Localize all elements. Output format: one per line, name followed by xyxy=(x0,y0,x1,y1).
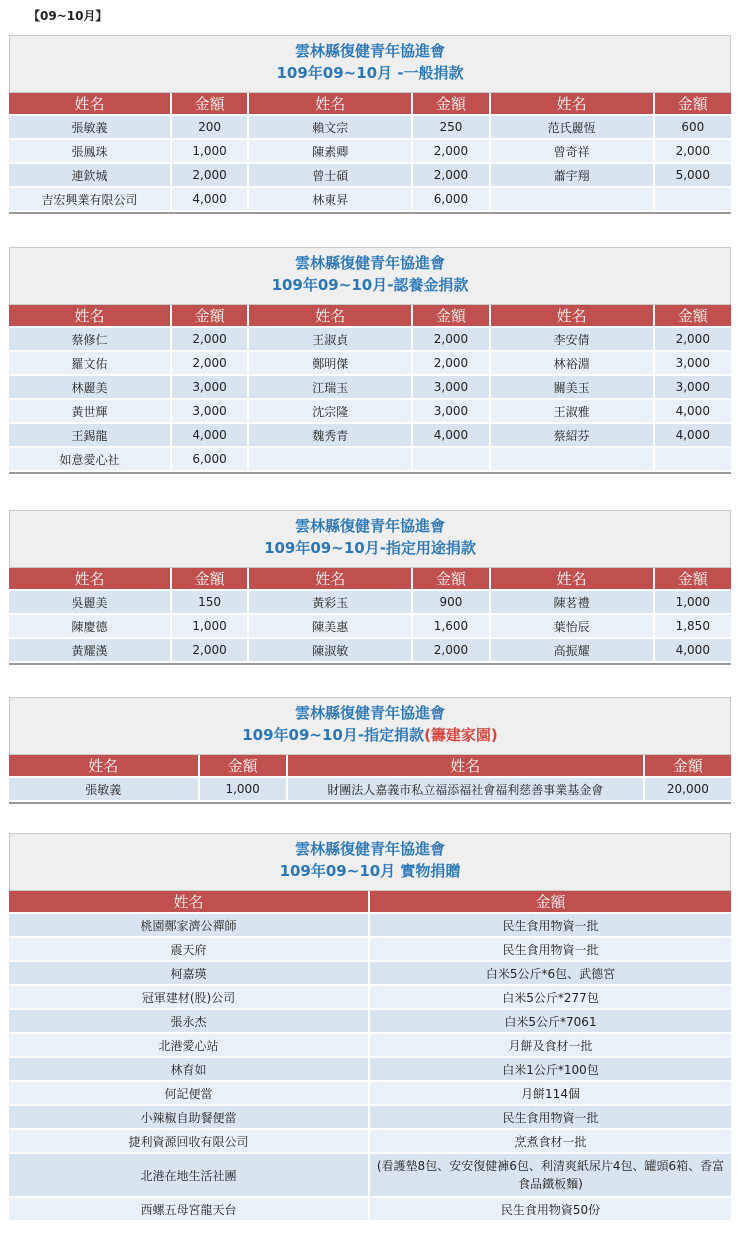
col-amount: 金額 xyxy=(413,305,488,328)
col-amount: 金額 xyxy=(655,93,731,116)
table-cell: 民生食用物資一批 xyxy=(370,1106,731,1130)
table-cell xyxy=(249,448,411,472)
table-cell: 200 xyxy=(172,116,247,140)
col-amount: 金額 xyxy=(200,755,286,778)
table-cell: 桃園鄭家濟公禪師 xyxy=(9,914,368,938)
donation-table xyxy=(7,755,733,802)
table-cell: 曾士碩 xyxy=(249,164,411,188)
table-row xyxy=(9,140,731,164)
table-cell: 賴文宗 xyxy=(249,116,411,140)
section-title xyxy=(9,833,731,891)
donation-table xyxy=(7,305,733,472)
table-cell: 2,000 xyxy=(172,639,247,663)
table-cell: 民生食用物資50份 xyxy=(370,1198,731,1222)
table-cell: 陳美惠 xyxy=(249,615,411,639)
table-cell: 月餅114個 xyxy=(370,1082,731,1106)
col-amount: 金額 xyxy=(172,93,247,116)
table-cell: 250 xyxy=(413,116,488,140)
table-cell: 張敏義 xyxy=(9,116,170,140)
table-cell: 600 xyxy=(655,116,731,140)
table-cell: 4,000 xyxy=(655,400,731,424)
table-cell: 冠軍建材(股)公司 xyxy=(9,986,368,1010)
table-row xyxy=(9,1154,731,1198)
adoption-donation-section xyxy=(9,247,731,474)
table-cell: 財團法人嘉義市私立福添福社會福利慈善事業基金會 xyxy=(288,778,643,802)
table-cell: 4,000 xyxy=(655,639,731,663)
table-cell: 4,000 xyxy=(172,188,247,212)
col-name: 姓名 xyxy=(288,755,643,778)
table-cell: 3,000 xyxy=(655,376,731,400)
table-cell: 林東昇 xyxy=(249,188,411,212)
table-cell: 如意愛心社 xyxy=(9,448,170,472)
table-cell: 2,000 xyxy=(413,352,488,376)
table-cell: 3,000 xyxy=(172,376,247,400)
col-amount: 金額 xyxy=(413,568,488,591)
table-cell: 陳茗禮 xyxy=(491,591,653,615)
section-subtitle xyxy=(10,724,730,746)
table-cell: 2,000 xyxy=(172,328,247,352)
table-cell: 1,850 xyxy=(655,615,731,639)
table-row xyxy=(9,1058,731,1082)
table-cell: 白米5公斤*7061 xyxy=(370,1010,731,1034)
table-row xyxy=(9,400,731,424)
divider xyxy=(9,802,731,804)
table-cell: 150 xyxy=(172,591,247,615)
col-amount: 金額 xyxy=(413,93,488,116)
col-name: 姓名 xyxy=(249,568,411,591)
table-cell: 江瑞玉 xyxy=(249,376,411,400)
period-label: 【09~10月】 xyxy=(28,9,108,23)
table-row xyxy=(9,164,731,188)
section-subtitle: 109年09~10月 -一般捐款 xyxy=(276,64,464,82)
table-cell: 王錫龍 xyxy=(9,424,170,448)
table-row xyxy=(9,914,731,938)
section-title xyxy=(9,697,731,755)
col-amount: 金額 xyxy=(370,891,731,914)
col-amount: 金額 xyxy=(645,755,731,778)
general-donation-section xyxy=(9,35,731,214)
table-cell: 北港在地生活社團 xyxy=(9,1154,368,1198)
table-cell: 白米5公斤*6包、武德宮 xyxy=(370,962,731,986)
table-cell: 西螺五母宮龍天台 xyxy=(9,1198,368,1222)
table-cell: 白米5公斤*277包 xyxy=(370,986,731,1010)
donation-table xyxy=(7,568,733,663)
table-row xyxy=(9,1106,731,1130)
table-cell: 3,000 xyxy=(655,352,731,376)
table-row xyxy=(9,188,731,212)
table-cell: 4,000 xyxy=(655,424,731,448)
table-cell xyxy=(413,448,488,472)
col-name: 姓名 xyxy=(249,305,411,328)
table-cell: 2,000 xyxy=(655,140,731,164)
table-cell: 李安倩 xyxy=(491,328,653,352)
table-cell: 2,000 xyxy=(413,328,488,352)
table-row xyxy=(9,116,731,140)
table-row xyxy=(9,1130,731,1154)
table-cell: 張永杰 xyxy=(9,1010,368,1034)
divider xyxy=(9,663,731,665)
table-cell: 林育如 xyxy=(9,1058,368,1082)
table-cell: 高振耀 xyxy=(491,639,653,663)
col-name: 姓名 xyxy=(9,305,170,328)
table-row xyxy=(9,1082,731,1106)
table-cell: 1,600 xyxy=(413,615,488,639)
table-cell: 陳淑敏 xyxy=(249,639,411,663)
table-row xyxy=(9,591,731,615)
donation-table xyxy=(7,93,733,212)
table-cell: 3,000 xyxy=(413,400,488,424)
table-cell: 震天府 xyxy=(9,938,368,962)
table-cell: 2,000 xyxy=(655,328,731,352)
table-row xyxy=(9,1010,731,1034)
table-cell: 捷利資源回收有限公司 xyxy=(9,1130,368,1154)
table-cell: 2,000 xyxy=(413,140,488,164)
table-cell: 民生食用物資一批 xyxy=(370,938,731,962)
table-cell: 關美玉 xyxy=(491,376,653,400)
divider xyxy=(9,472,731,474)
table-cell: 葉怡辰 xyxy=(491,615,653,639)
table-row xyxy=(9,615,731,639)
donation-table xyxy=(7,891,733,1222)
subtitle-highlight: (籌建家園) xyxy=(424,726,498,744)
table-row xyxy=(9,938,731,962)
org-name: 雲林縣復健青年協進會 xyxy=(294,42,445,60)
table-row xyxy=(9,1034,731,1058)
table-cell xyxy=(491,448,653,472)
section-title xyxy=(9,510,731,568)
table-cell: 2,000 xyxy=(172,164,247,188)
table-cell: 2,000 xyxy=(172,352,247,376)
table-cell: 吳麗美 xyxy=(9,591,170,615)
org-name: 雲林縣復健青年協進會 xyxy=(294,517,445,535)
table-cell: 蔡紹芬 xyxy=(491,424,653,448)
section-title xyxy=(9,35,731,93)
org-name: 雲林縣復健青年協進會 xyxy=(294,254,445,272)
table-cell: 北港愛心站 xyxy=(9,1034,368,1058)
table-cell: 黃耀漢 xyxy=(9,639,170,663)
col-name: 姓名 xyxy=(9,755,198,778)
table-cell: 黃彩玉 xyxy=(249,591,411,615)
table-row xyxy=(9,352,731,376)
divider xyxy=(9,212,731,214)
col-name: 姓名 xyxy=(9,93,170,116)
table-cell: 6,000 xyxy=(172,448,247,472)
col-name: 姓名 xyxy=(9,568,170,591)
table-cell: 烹煮食材一批 xyxy=(370,1130,731,1154)
table-cell: 林裕淵 xyxy=(491,352,653,376)
table-row xyxy=(9,986,731,1010)
table-cell: 900 xyxy=(413,591,488,615)
table-cell: 林麗美 xyxy=(9,376,170,400)
table-cell: (看護墊8包、安安復健褲6包、利清爽紙尿片4包、罐頭6箱、香富食品鐵板麵) xyxy=(370,1154,731,1198)
table-cell: 蕭宇翔 xyxy=(491,164,653,188)
table-cell: 張敏義 xyxy=(9,778,198,802)
table-cell: 20,000 xyxy=(645,778,731,802)
table-cell: 何記便當 xyxy=(9,1082,368,1106)
section-subtitle: 109年09~10月-指定用途捐款 xyxy=(264,539,476,557)
table-cell xyxy=(491,188,653,212)
designated-use-donation-section xyxy=(9,510,731,665)
in-kind-donation-section xyxy=(9,833,731,1222)
section-subtitle: 109年09~10月-認養金捐款 xyxy=(271,276,469,294)
col-amount: 金額 xyxy=(655,568,731,591)
section-subtitle: 109年09~10月 實物捐贈 xyxy=(279,862,461,880)
table-row xyxy=(9,424,731,448)
table-cell: 吉宏興業有限公司 xyxy=(9,188,170,212)
org-name: 雲林縣復健青年協進會 xyxy=(294,704,445,722)
designated-donation-section xyxy=(9,697,731,804)
table-cell: 4,000 xyxy=(413,424,488,448)
table-cell: 月餅及食材一批 xyxy=(370,1034,731,1058)
col-name: 姓名 xyxy=(249,93,411,116)
table-cell: 魏秀青 xyxy=(249,424,411,448)
table-cell: 1,000 xyxy=(172,615,247,639)
table-cell: 蔡修仁 xyxy=(9,328,170,352)
col-name: 姓名 xyxy=(9,891,368,914)
table-row xyxy=(9,639,731,663)
table-cell xyxy=(655,188,731,212)
table-cell: 1,000 xyxy=(655,591,731,615)
table-cell: 沈宗隆 xyxy=(249,400,411,424)
col-amount: 金額 xyxy=(172,305,247,328)
table-cell: 2,000 xyxy=(413,164,488,188)
table-row xyxy=(9,962,731,986)
table-cell: 民生食用物資一批 xyxy=(370,914,731,938)
table-cell: 陳素卿 xyxy=(249,140,411,164)
table-cell: 6,000 xyxy=(413,188,488,212)
table-cell: 鄭明傑 xyxy=(249,352,411,376)
table-row xyxy=(9,376,731,400)
table-row xyxy=(9,778,731,802)
table-cell: 陳慶德 xyxy=(9,615,170,639)
table-cell: 羅文佑 xyxy=(9,352,170,376)
table-cell: 柯嘉瑛 xyxy=(9,962,368,986)
subtitle-text: 109年09~10月-指定捐款 xyxy=(242,726,425,744)
table-cell: 連欽城 xyxy=(9,164,170,188)
table-row xyxy=(9,1198,731,1222)
table-cell: 張鳳珠 xyxy=(9,140,170,164)
table-cell xyxy=(655,448,731,472)
table-cell: 王淑貞 xyxy=(249,328,411,352)
table-cell: 5,000 xyxy=(655,164,731,188)
table-cell: 白米1公斤*100包 xyxy=(370,1058,731,1082)
col-name: 姓名 xyxy=(491,305,653,328)
table-cell: 曾奇祥 xyxy=(491,140,653,164)
table-cell: 1,000 xyxy=(172,140,247,164)
table-cell: 2,000 xyxy=(413,639,488,663)
table-cell: 小辣椒自助餐便當 xyxy=(9,1106,368,1130)
org-name: 雲林縣復健青年協進會 xyxy=(294,840,445,858)
table-cell: 范氏麗恆 xyxy=(491,116,653,140)
table-row xyxy=(9,448,731,472)
table-cell: 王淑雅 xyxy=(491,400,653,424)
col-amount: 金額 xyxy=(172,568,247,591)
table-row xyxy=(9,328,731,352)
col-name: 姓名 xyxy=(491,93,653,116)
table-cell: 3,000 xyxy=(413,376,488,400)
table-cell: 4,000 xyxy=(172,424,247,448)
table-cell: 3,000 xyxy=(172,400,247,424)
col-amount: 金額 xyxy=(655,305,731,328)
col-name: 姓名 xyxy=(491,568,653,591)
table-cell: 黃世輝 xyxy=(9,400,170,424)
table-cell: 1,000 xyxy=(200,778,286,802)
section-title xyxy=(9,247,731,305)
